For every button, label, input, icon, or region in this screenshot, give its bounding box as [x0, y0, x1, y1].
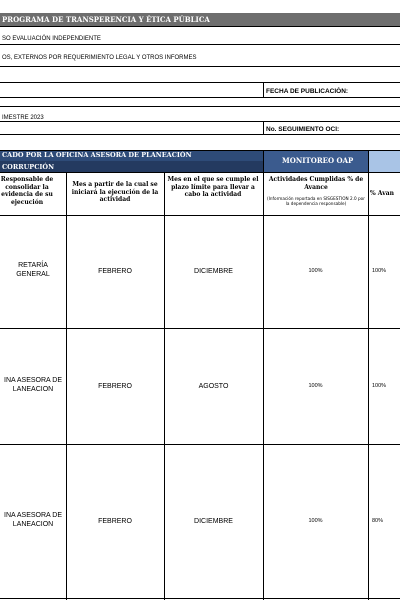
table-line [368, 150, 369, 600]
table-line [0, 328, 400, 329]
monitoring-title: MONITOREO OAP [282, 156, 354, 165]
divider [0, 82, 400, 83]
row-2-deadline-month: AGOSTO [198, 383, 229, 390]
column-header-start-month: Mes a partir de la cual se iniciará la ejecución de la actividad [71, 181, 159, 203]
process-line: SO EVALUACIÓN INDEPENDIENTE [2, 36, 101, 42]
divider [0, 134, 400, 135]
subsection-title: CORRUPCIÓN [2, 163, 55, 171]
table-line [0, 444, 400, 445]
row-1-completed: 100% [308, 268, 323, 274]
row-2-responsible: INA ASESORA DE LANEACION [4, 377, 62, 393]
divider [0, 121, 400, 122]
table-line [0, 215, 400, 216]
row-1-deadline-month: DICIEMBRE [194, 268, 233, 275]
row-1-start-month: FEBRERO [98, 268, 132, 275]
row-3-start-month: FEBRERO [98, 518, 132, 525]
divider [263, 121, 264, 134]
section-title: CADO POR LA OFICINA ASESORA DE PLANEACIÓN [2, 151, 192, 159]
divider [0, 97, 400, 98]
row-1-responsible: RETARÍA GENERAL [16, 262, 50, 278]
column-header-deadline-month: Mes en el que se cumple el plazo límite para llevar a cabo la actividad [167, 176, 259, 198]
divider [0, 106, 400, 107]
program-title: PROGRAMA DE TRANSPERENCIA Y ÉTICA PÚBLICA [2, 15, 210, 24]
row-3-responsible: INA ASESORA DE LANEACION [4, 512, 62, 528]
monitoring-header-extra [369, 150, 400, 172]
followup-label: No. SEGUIMIENTO OCI: [266, 126, 340, 133]
reports-line: OS, EXTERNOS POR REQUERIMIENTO LEGAL Y OTROS INFORMES [2, 55, 197, 61]
table-line [0, 172, 400, 173]
row-3-deadline-month: DICIEMBRE [194, 518, 233, 525]
period-label: IMESTRE 2023 [2, 115, 44, 121]
row-3-progress: 80% [372, 518, 384, 524]
column-header-progress: % Avan [370, 190, 394, 197]
table-line [0, 598, 400, 599]
column-header-completed: Actividades Cumplidas % de Avance [268, 176, 364, 191]
row-2-start-month: FEBRERO [98, 383, 132, 390]
column-header-responsible: Responsable de consolidar la evidencia de su ejecución [0, 176, 54, 206]
row-2-progress: 100% [372, 383, 387, 389]
divider [0, 26, 400, 27]
row-2-completed: 100% [308, 383, 323, 389]
divider [263, 82, 264, 97]
row-3-completed: 100% [308, 518, 323, 524]
table-line [263, 150, 264, 600]
divider [0, 44, 400, 45]
publication-date-label: FECHA DE PUBLICACIÒN: [266, 88, 349, 95]
table-line [0, 150, 400, 151]
row-1-progress: 100% [372, 268, 387, 274]
divider [0, 66, 400, 67]
column-header-completed-note: (Información reportada en SISGESTION 2.0 por la dependencia responsable) [267, 196, 365, 207]
